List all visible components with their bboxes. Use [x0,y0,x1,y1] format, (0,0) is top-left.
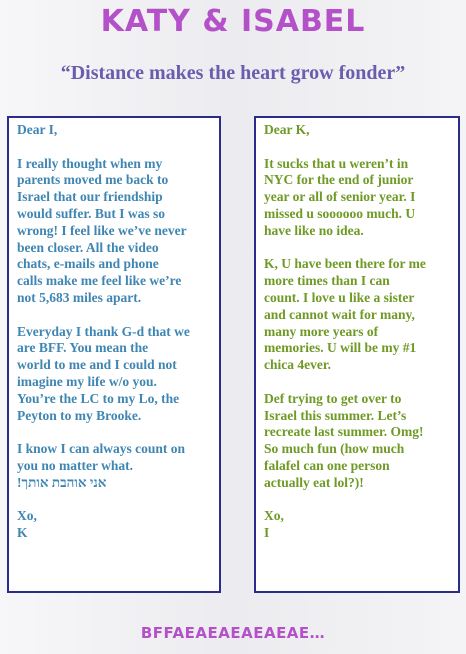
page-title: KATY & ISABEL [100,4,366,39]
letter-left-signature: K [17,525,28,541]
letter-left-paragraph-1: I really thought when my parents moved me back to Israel that our friendship would suffer. But I was so wrong! I feel like we’ve never been closer. All the video chats, e-mails and phone calls make me feel like we’re not 5,683 miles apart. [17,155,187,305]
letter-left-greeting: Dear I, [17,122,58,137]
letter-right-paragraph-1: It sucks that u weren’t in NYC for the end of junior year or all of senior year. I missed u soooooo much. U have like no idea. [264,155,416,238]
letter-right-paragraph-3: Def trying to get over to Israel this summer. Let’s recreate last summer. Omg! So much fun (how much falafel can one person actually eat lol?)! [264,390,424,490]
page-subtitle: “Distance makes the heart grow fonder” [60,62,406,84]
letter-left [7,116,221,593]
letter-right-paragraph-2: K, U have been there for me more times than I can count. I love u like a sister and cannot wait for many, many more years of memories. U will be my #1 chica 4ever. [264,256,426,373]
letter-left-paragraph-3: I know I can always count on you no matter what. [17,441,186,473]
footer-text: BFFAEAEAEAEAEAE… [140,624,326,642]
letter-right-signature: I [264,525,270,541]
letter-left-signoff: Xo, [17,508,37,524]
letter-right [254,116,460,593]
letter-right-signoff: Xo, [264,508,284,524]
letter-left-hebrew-line: !אני אוהבת אותך [17,474,107,490]
letter-right-greeting: Dear K, [264,122,310,137]
letter-left-paragraph-2: Everyday I thank G-d that we are BFF. You mean the world to me and I could not imagine my life w/o you. You’re the LC to my Lo, the Peyton to my Brooke. [17,323,190,423]
